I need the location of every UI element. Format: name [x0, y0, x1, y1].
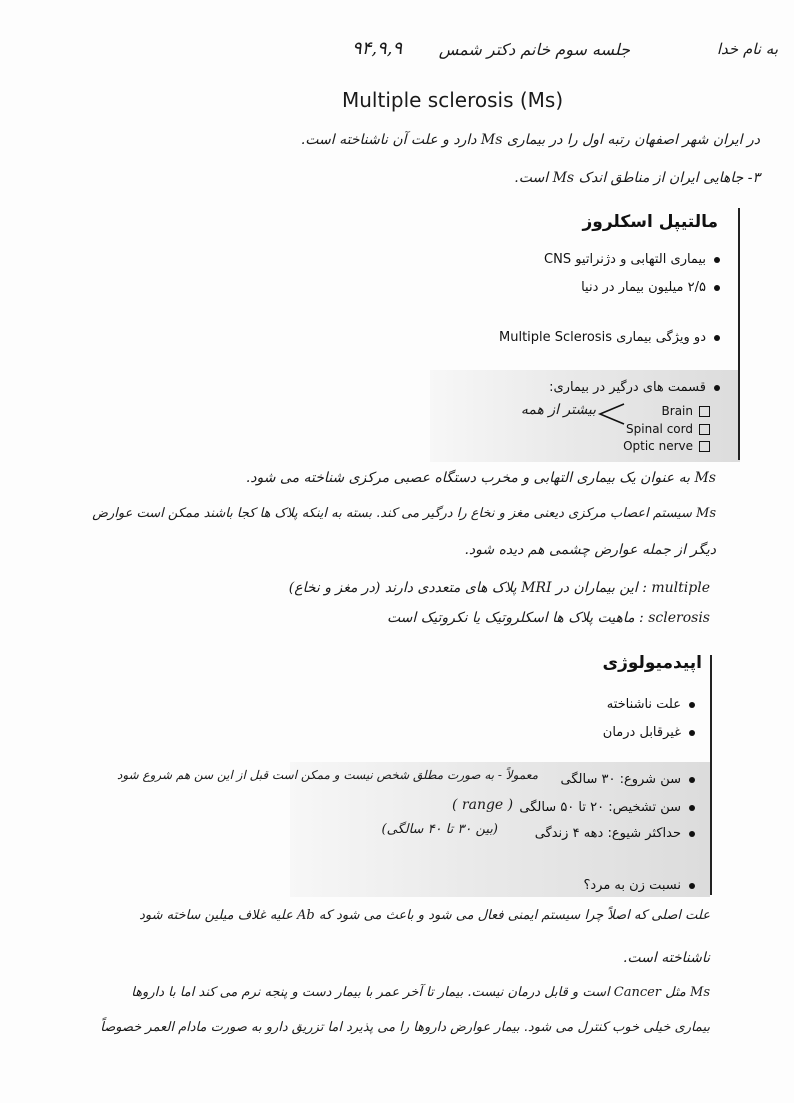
notes1-line-4: multiple : این بیماران در MRI پلاک های متعددی دارند (در مغز و نخاع)	[288, 580, 710, 596]
slide2-bullet-2: غیرقابل درمان	[480, 725, 695, 740]
slide1-part-spinal: Spinal cord	[610, 422, 710, 436]
page-title: Multiple sclerosis (Ms)	[342, 88, 564, 112]
bracket-arrow-icon	[594, 400, 628, 428]
intro-line-1: در ایران شهر اصفهان رتبه اول را در بیماری Ms دارد و علت آن ناشناخته است.	[300, 132, 760, 148]
notes1-line-1: Ms به عنوان یک بیماری التهابی و مخرب دستگاه عصبی مرکزی شناخته می شود.	[245, 470, 716, 486]
notes2-line-2: ناشناخته است.	[622, 950, 710, 966]
slide1-heading: مالتیپل اسکلروز	[582, 212, 718, 232]
slide2-peak: حداکثر شیوع: دهه ۴ زندگی	[500, 826, 695, 841]
checkbox-icon	[699, 424, 710, 435]
bullet-icon	[689, 730, 695, 736]
slide2-heading: اپیدمیولوژی	[602, 653, 702, 673]
slide1-part-optic: Optic nerve	[610, 439, 710, 453]
intro-line-2: ۳- جاهایی ایران از مناطق اندک Ms است.	[514, 170, 760, 186]
bullet-icon	[689, 883, 695, 889]
header-date: ۹۴,۹,۹	[352, 38, 403, 59]
slide1-parts-note: بیشتر از همه	[520, 402, 596, 418]
bullet-icon	[714, 335, 720, 341]
slide1-bullet-2: ۲/۵ میلیون بیمار در دنیا	[440, 280, 720, 295]
bullet-icon	[689, 702, 695, 708]
notes2-line-4: بیماری خیلی خوب کنترل می شود. بیمار عوارض داروها را می پذیرد اما تزریق دارو به صورت مادام العمر خصوصاً	[100, 1020, 710, 1035]
checkbox-icon	[699, 441, 710, 452]
slide1-parts-label: قسمت های درگیر در بیماری:	[480, 380, 720, 395]
notes1-line-3: دیگر از جمله عوارض چشمی هم دیده شود.	[464, 542, 716, 558]
slide1-part-brain: Brain	[640, 404, 710, 418]
slide2-ratio: نسبت زن به مرد؟	[520, 878, 695, 893]
slide2-bullet-1: علت ناشناخته	[480, 697, 695, 712]
slide2-peak-note: (بین ۳۰ تا ۴۰ سالگی)	[381, 822, 498, 837]
bullet-icon	[714, 385, 720, 391]
bullet-icon	[714, 257, 720, 263]
notes1-line-5: sclerosis : ماهیت پلاک ها اسکلروتیک یا نکروتیک است	[386, 610, 710, 626]
notes2-line-3: Ms مثل Cancer است و قابل درمان نیست. بیمار تا آخر عمر با بیمار دست و پنجه نرم می کند اما با داروها	[131, 985, 710, 1000]
bullet-icon	[689, 831, 695, 837]
bullet-icon	[689, 805, 695, 811]
notes2-line-1: علت اصلی که اصلاً چرا سیستم ایمنی فعال می شود و باعث می شود که Ab علیه غلاف میلین ساخته شود	[139, 908, 710, 923]
bullet-icon	[689, 777, 695, 783]
slide2-diagnosis: سن تشخیص: ۲۰ تا ۵۰ سالگی	[540, 800, 695, 815]
slide1-bullet-1: بیماری التهابی و دژنراتیو CNS	[440, 252, 720, 267]
slide2-border	[710, 655, 712, 895]
slide2-diagnosis-note: ( range )	[452, 797, 514, 813]
slide1-border	[738, 208, 740, 460]
slide2-onset-note: معمولاً - به صورت مطلق شخص نیست و ممکن است قبل از این سن هم شروع شود	[117, 768, 538, 782]
notes1-line-2: Ms سیستم اعصاب مرکزی دیعنی مغز و نخاع را درگیر می کند. بسته به اینکه پلاک ها کجا باشند ممکن است عوارض	[92, 506, 716, 521]
header-basmala: به نام خدا	[716, 40, 778, 58]
checkbox-icon	[699, 406, 710, 417]
bullet-icon	[714, 285, 720, 291]
slide1-features: دو ویژگی بیماری Multiple Sclerosis	[420, 330, 720, 345]
header-session: جلسه سوم خانم دکتر شمس	[438, 40, 630, 59]
slide2-onset: سن شروع: ۳۰ سالگی	[540, 772, 695, 787]
